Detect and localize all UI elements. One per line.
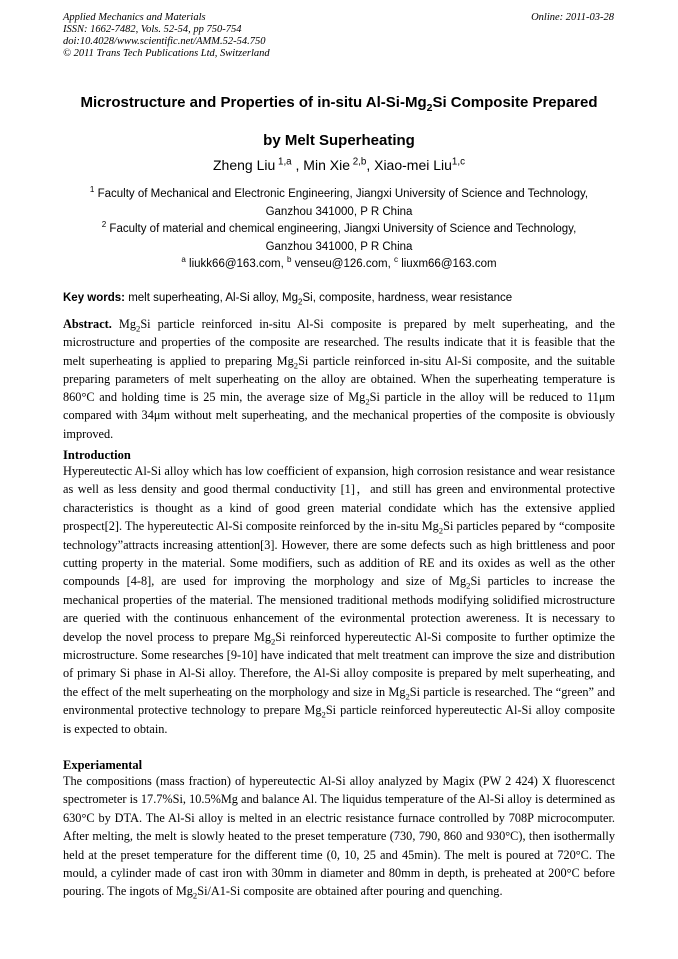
experimental-paragraph: The compositions (mass fraction) of hypereutectic Al-Si alloy analyzed by Magix (PW 2 424) X fluorescenct spectrometer is 17.7%Si, 10.5%Mg and balance Al. The liquidus temperature of the Al-Si alloy is determined as 630°C by DTA. The Al-Si alloy is melted in an electric resistance furnace controlled by 708P microcomputer. After melting, the melt is slowly heated to the preset temperature (730, 790, 860 and 930°C), then isothermally held at the preset temperature for the different time (0, 10, 25 and 45min). The melt is poured at 720°C. The mould, a cylinder made of cast iron with 30mm in diameter and 80mm in depth, is preheated at 200°C before pouring. The ingots of $Mg_2Si/A1-Si$ composite are obtained after pouring and quenching. <box>63 774 615 901</box>
introduction-heading: Introduction <box>63 448 131 462</box>
introduction-paragraph: Hypereutectic Al-Si alloy which has low coefficient of expansion, high corrosion resistance and wear resistance as well as less density and good thermal conductivity [1]，and still has green and environmental protective characteristics is thought as a kind of good green material condidate which has the extensive applied prospect[2]. The hypereutectic Al-Si composite reinforced by the in-situ $Mg_2Si$ particles pepared by “composite technology”attracts increasing attention[3]. However, there are some defects such as high brittleness and poor cutting property in the material. Some modifiers, such as addition of RE and its oxides as well as the other compounds [4-8], are used for improving the morphology and size of $Mg_2Si$ particles to increase the mechanical properties of the material. The mensioned traditional methods modifying solidified microstructure are queried with the continuous enhancement of the evironmental protection awereness. It is necessary to develop the novel process to prepare $Mg_2Si$ reinforced hypereutectic Al-Si composite to further optimize the microstructure. Some researches [9-10] have indicated that melt treatment can improve the size and distribution of primary Si phase in Al-Si alloy. Therefore, the Al-Si alloy composite is prepared by melt superheating, and the effect of the melt superheating on the morphology and size in $Mg_2Si$ particle is researched. The “green” and environmental protective technology to prepare $Mg_2Si$ particle reinforced hypereutectic Al-Si alloy composite is expected to obtain. <box>63 464 616 736</box>
affiliation-2-city: Ganzhou 341000, P R China <box>265 240 413 253</box>
email-link[interactable]: liukk66@163.com, <box>185 258 288 270</box>
journal-name: Applied Mechanics and Materials <box>63 12 206 23</box>
abstract: Abstract. $Mg_2Si$ particle reinforced in-situ Al-Si composite is prepared by melt superheating, and the microstructure and properties of the composite are researched. The results indicate that it is feasible that the melt superheating is applied to preparing $Mg_2Si$ particle reinforced in-situ Al-Si composite, and the suitable preparing parameters of melt superheating on the alloy are obtained. When the superheating temperature is 860°C and holding time is 25 min, the average size of $Mg_2Si$ particle in the alloy will be reduced to 11μm compared with 34μm without melt superheating, and the mechanical properties of the composite is obviously improved. <box>63 317 615 441</box>
issn-line: ISSN: 1662-7482, Vols. 52-54, pp 750-754 <box>63 24 242 35</box>
online-date: Online: 2011-03-28 <box>531 12 614 23</box>
author-name: Zheng Liu <box>213 157 276 173</box>
email-link[interactable]: venseu@126.com, <box>291 258 394 270</box>
title-line-1: Microstructure and Properties of in-situ $Al-Si-Mg_2Si$ Composite Prepared <box>80 94 598 114</box>
email-link[interactable]: liuxm66@163.com <box>398 258 497 270</box>
doi-line: doi:10.4028/www.scientific.net/AMM.52-54.750 <box>63 36 266 47</box>
journal-header <box>63 12 270 60</box>
affiliations <box>50 186 628 274</box>
keywords: Key words: melt superheating, Al-Si alloy, $Mg_2Si$, composite, hardness, wear resistance <box>63 292 513 307</box>
affiliation-1: $^1$ Faculty of Mechanical and Electronic Engineering, Jiangxi University of Science and Technology, <box>89 185 589 200</box>
title-line-2: by Melt Superheating <box>263 132 415 149</box>
affiliation-1-city: Ganzhou 341000, P R China <box>265 205 413 218</box>
experimental-heading: Experiamental <box>63 758 143 772</box>
copyright-line: © 2011 Trans Tech Publications Ltd, Switzerland <box>63 48 270 59</box>
author-name: , Min Xie <box>291 157 350 173</box>
author-name: , Xiao-mei Liu <box>366 157 452 173</box>
email-line: $^a$ liukk66@163.com, $^b$ venseu@126.com, $^c$ liuxm66@163.com <box>181 255 497 270</box>
keywords-label: Key words: <box>63 292 125 304</box>
abstract-label: Abstract. <box>63 317 112 331</box>
author-list: Zheng Liu $^{1,a}$ , Min Xie $^{2,b}$, Xiao-mei Liu$^{1,c}$ <box>213 156 465 173</box>
affiliation-2: $^2$ Faculty of material and chemical engineering, Jiangxi University of Science and Technology, <box>101 220 577 235</box>
paper-title <box>40 84 638 160</box>
